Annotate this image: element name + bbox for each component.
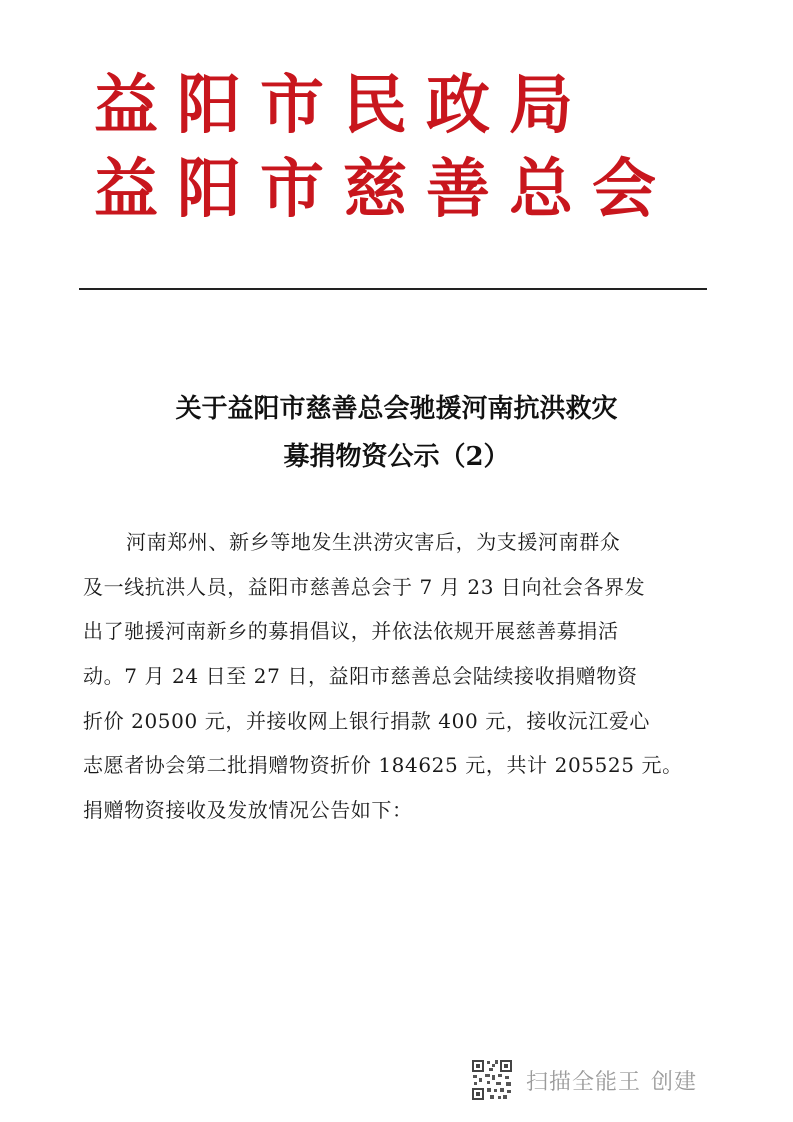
document-title-line-2: 募捐物资公示（2）: [283, 442, 510, 472]
issuer-name-charity-federation: 益阳市慈善总会: [94, 153, 675, 227]
watermark-action: 创建: [651, 1069, 698, 1095]
body-line: 捐赠物资接收及发放情况公告如下：: [83, 798, 413, 823]
scanner-watermark: [470, 1058, 697, 1102]
body-line: 及一线抗洪人员，益阳市慈善总会于 7 月 23 日向社会各界发: [83, 574, 646, 599]
letterhead-divider: [79, 288, 707, 290]
watermark-caption: [526, 1065, 697, 1096]
body-line: 动。7 月 24 日至 27 日，益阳市慈善总会陆续接收捐赠物资: [83, 664, 638, 689]
body-paragraph: [83, 520, 713, 833]
body-line: 折价 20500 元，并接收网上银行捐款 400 元，接收沅江爱心: [83, 708, 651, 733]
body-line: 出了驰援河南新乡的募捐倡议，并依法依规开展慈善募捐活: [83, 619, 619, 644]
body-line: 志愿者协会第二批捐赠物资折价 184625 元，共计 205525 元。: [83, 753, 683, 778]
issuer-name-civil-affairs: 益阳市民政局: [94, 69, 592, 143]
watermark-app-name: 扫描全能王: [526, 1069, 642, 1095]
qr-code-icon: [470, 1058, 514, 1102]
body-line: 河南郑州、新乡等地发生洪涝灾害后，为支援河南群众: [126, 530, 621, 554]
document-title-line-1: 关于益阳市慈善总会驰援河南抗洪救灾: [175, 394, 618, 424]
